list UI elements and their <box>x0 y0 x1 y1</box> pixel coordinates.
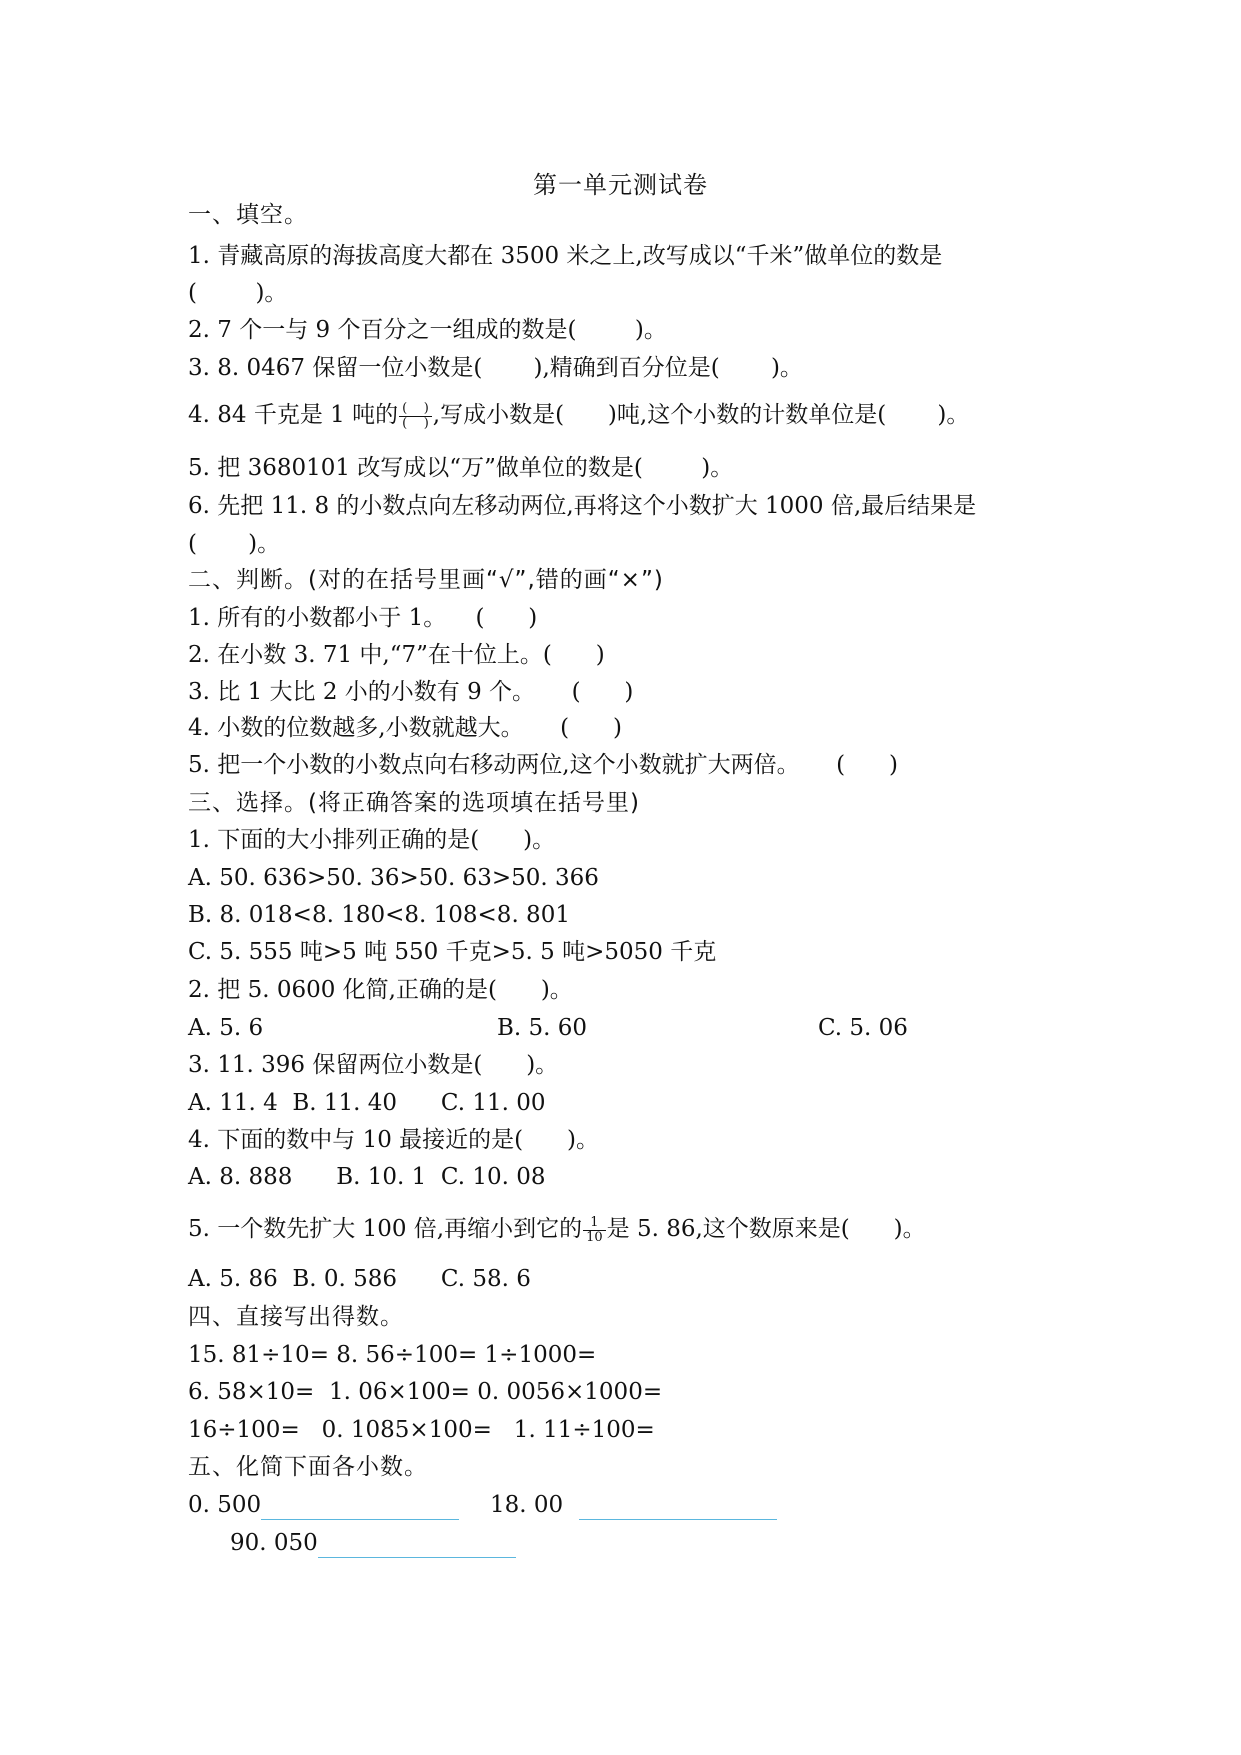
section-fill-blank-heading: 一、填空。 <box>188 202 308 228</box>
fill-q4-suffix: ,写成小数是( )吨,这个小数的计数单位是( )。 <box>432 402 970 428</box>
answer-underline[interactable] <box>261 1493 459 1520</box>
choice-q4: 4. 下面的数中与 10 最接近的是( )。 <box>188 1127 599 1153</box>
choice-q5-suffix: 是 5. 86,这个数原来是( )。 <box>606 1216 926 1242</box>
fill-q1-line2: ( )。 <box>188 280 288 306</box>
fill-q4-fraction <box>399 402 432 431</box>
simplify-item-3 <box>230 1528 516 1558</box>
section-simplify-heading: 五、化简下面各小数。 <box>188 1454 428 1480</box>
simplify-item-2 <box>490 1490 777 1520</box>
choice-q3: 3. 11. 396 保留两位小数是( )。 <box>188 1052 559 1078</box>
simplify-item-1 <box>188 1490 459 1520</box>
simplify-number: 0. 500 <box>188 1492 262 1518</box>
fill-q6-line2: ( )。 <box>188 531 281 557</box>
compute-row-1: 15. 81÷10= 8. 56÷100= 1÷1000= <box>188 1342 597 1368</box>
fill-q4-fraction-numerator: ( ) <box>399 402 432 417</box>
choice-q5-options: A. 5. 86 B. 0. 586 C. 58. 6 <box>188 1266 531 1292</box>
answer-underline[interactable] <box>318 1531 516 1558</box>
choice-q5 <box>188 1214 926 1245</box>
fill-q3: 3. 8. 0467 保留一位小数是( ),精确到百分位是( )。 <box>188 355 803 381</box>
fill-q4 <box>188 400 969 431</box>
fill-q6-line1: 6. 先把 11. 8 的小数点向左移动两位,再将这个小数扩大 1000 倍,最后结果是 <box>188 493 977 519</box>
choice-q2-option-a: A. 5. 6 <box>188 1015 264 1041</box>
choice-q5-fraction <box>583 1216 606 1245</box>
choice-q1-option-b: B. 8. 018<8. 180<8. 108<8. 801 <box>188 902 570 928</box>
judge-item: 5. 把一个小数的小数点向右移动两位,这个小数就扩大两倍。 ( ) <box>188 752 898 778</box>
page-title: 第一单元测试卷 <box>533 171 708 199</box>
choice-q3-options: A. 11. 4 B. 11. 40 C. 11. 00 <box>188 1090 546 1116</box>
choice-q2-option-c: C. 5. 06 <box>818 1015 908 1041</box>
fill-q4-prefix: 4. 84 千克是 1 吨的 <box>188 402 399 428</box>
choice-q1-option-c: C. 5. 555 吨>5 吨 550 千克>5. 5 吨>5050 千克 <box>188 939 717 965</box>
simplify-number: 90. 050 <box>230 1530 318 1556</box>
choice-q1-option-a: A. 50. 636>50. 36>50. 63>50. 366 <box>188 865 599 891</box>
choice-q5-fraction-denominator: 10 <box>586 1229 603 1245</box>
fill-q5: 5. 把 3680101 改写成以“万”做单位的数是( )。 <box>188 455 734 481</box>
fill-q2: 2. 7 个一与 9 个百分之一组成的数是( )。 <box>188 317 667 343</box>
compute-row-3: 16÷100= 0. 1085×100= 1. 11÷100= <box>188 1417 655 1443</box>
choice-q5-prefix: 5. 一个数先扩大 100 倍,再缩小到它的 <box>188 1216 583 1242</box>
choice-q2: 2. 把 5. 0600 化简,正确的是( )。 <box>188 977 573 1003</box>
simplify-number: 18. 00 <box>490 1492 564 1518</box>
section-compute-heading: 四、直接写出得数。 <box>188 1304 404 1330</box>
section-choice-heading: 三、选择。(将正确答案的选项填在括号里) <box>188 790 640 816</box>
judge-item: 1. 所有的小数都小于 1。 ( ) <box>188 605 538 631</box>
fill-q4-fraction-denominator: ( ) <box>402 415 429 431</box>
choice-q5-fraction-numerator: 1 <box>583 1216 606 1231</box>
judge-item: 3. 比 1 大比 2 小的小数有 9 个。 ( ) <box>188 679 634 705</box>
choice-q4-options: A. 8. 888 B. 10. 1 C. 10. 08 <box>188 1164 546 1190</box>
fill-q1-line1: 1. 青藏高原的海拔高度大都在 3500 米之上,改写成以“千米”做单位的数是 <box>188 243 943 269</box>
judge-item: 4. 小数的位数越多,小数就越大。 ( ) <box>188 715 622 741</box>
choice-q1: 1. 下面的大小排列正确的是( )。 <box>188 827 556 853</box>
judge-item: 2. 在小数 3. 71 中,“7”在十位上。( ) <box>188 642 605 668</box>
answer-underline[interactable] <box>579 1493 777 1520</box>
compute-row-2: 6. 58×10= 1. 06×100= 0. 0056×1000= <box>188 1379 663 1405</box>
choice-q2-option-b: B. 5. 60 <box>497 1015 588 1041</box>
section-judge-heading: 二、判断。(对的在括号里画“√”,错的画“×”) <box>188 567 664 593</box>
